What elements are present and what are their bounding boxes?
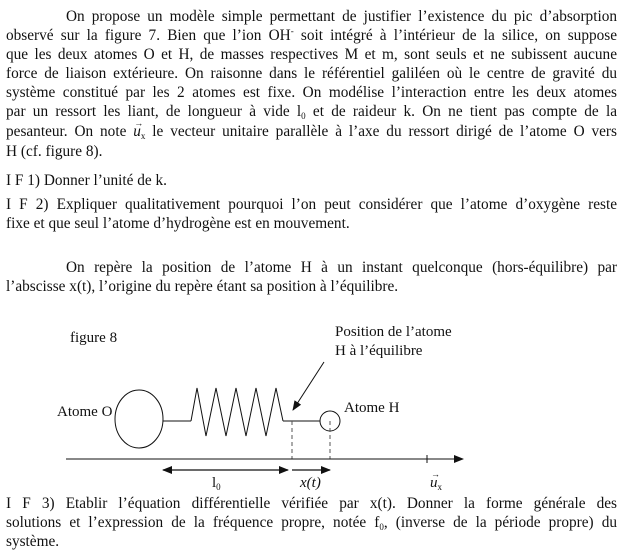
equilibrium-annotation-line2: H à l’équilibre [335, 343, 423, 359]
text-segment: x [140, 131, 146, 141]
spring [191, 388, 283, 436]
text-segment: 0 [379, 522, 384, 532]
ux-vector: → u [430, 475, 438, 491]
text-segment: I F 1) Donner l’unité de k. [6, 172, 168, 189]
text-segment: le vecteur unitaire parallèle à l’axe du ressort dirigé de l’atome O vers [145, 123, 617, 140]
text-segment: observé sur la figure 7. Bien que l’ion OH [6, 27, 291, 44]
text-segment: force de liaison extérieure. On raisonne dans le référentiel galiléen où le centre de gravité du [6, 65, 617, 82]
l0-base: l [212, 475, 217, 491]
text-segment: On repère la position de l’atome H à un instant quelconque (hors-équilibre) par [66, 259, 617, 276]
text-segment: 0 [301, 111, 306, 121]
equilibrium-annotation-line1: Position de l’atome [335, 324, 452, 340]
text-segment: - [290, 26, 294, 36]
xt-label: x(t) [300, 475, 321, 491]
text-segment: l’abscisse x(t), l’origine du repère étant sa position à l’équilibre. [6, 278, 399, 295]
text-segment: solutions et l’expression de la fréquence propre, notée f [6, 514, 380, 531]
text-segment: soit intégré à l’intérieur de la silice, on suppose [293, 27, 618, 44]
text-segment: système constitué par les 2 atomes est fixe. On modélise l’interaction entre les deux atomes [6, 84, 617, 101]
text-segment: que les deux atomes O et H, de masses respectives M et m, sont seuls et ne subissent aucune [6, 46, 617, 63]
equilibrium-pointer-arrow [293, 362, 324, 410]
text-segment: fixe et que seul l’atome d’hydrogène est en mouvement. [6, 215, 350, 232]
text-segment: système. [6, 533, 60, 550]
ux-subscript: x [437, 482, 442, 492]
text-segment: , (inverse de la période propre) du [383, 514, 617, 531]
text-segment: H (cf. figure 8). [6, 143, 103, 160]
figure-caption: figure 8 [70, 330, 118, 346]
atom-o-label: Atome O [57, 404, 113, 420]
text-segment: I F 3) Etablir l’équation différentielle vérifiée par x(t). Donner la forme générale des [6, 495, 617, 512]
text-segment: On propose un modèle simple permettant de justifier l’existence du pic d’absorption [66, 8, 617, 25]
l0-label [212, 475, 221, 491]
oxygen-atom-circle [115, 390, 163, 448]
text-segment: et de raideur k. On ne tient pas compte de la [305, 103, 617, 120]
text-segment: pesanteur. On note [6, 123, 134, 140]
text-segment: I F 2) Expliquer qualitativement pourquoi l’on peut considérer que l’atome d’oxygène reste [6, 196, 617, 213]
text-segment: par un ressort les liant, de longueur à vide l [6, 103, 302, 120]
l0-subscript: 0 [216, 482, 221, 492]
atom-h-label: Atome H [344, 400, 400, 416]
text-segment: → u [133, 123, 141, 140]
ux-label [430, 475, 442, 491]
